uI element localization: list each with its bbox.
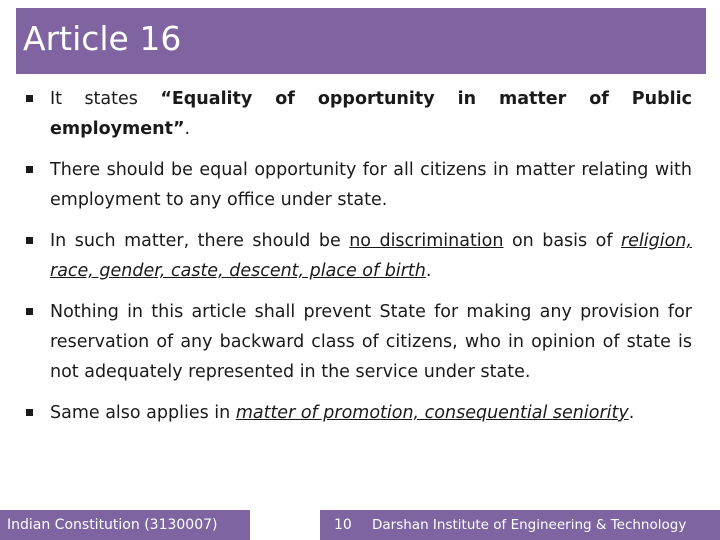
slide-title: Article 16 bbox=[23, 19, 182, 58]
bullet-4-text: Nothing in this article shall prevent State for making any provision for reservation of any backward class of citizens, who in opinion of state is not adequately represented in the service under state. bbox=[50, 302, 692, 382]
bullet-3-pre: In such matter, there should be bbox=[50, 231, 350, 251]
footer-course bbox=[0, 510, 250, 540]
bullet-5-post: . bbox=[628, 403, 635, 423]
bullet-3-underline: no discrimination bbox=[349, 231, 504, 251]
square-bullet-icon bbox=[26, 308, 33, 315]
footer-page-number bbox=[320, 510, 365, 540]
square-bullet-icon bbox=[26, 95, 33, 102]
bullet-item-1 bbox=[24, 84, 692, 144]
bullet-item-4 bbox=[24, 297, 692, 387]
bullet-2-text: There should be equal opportunity for all citizens in matter relating with employment to any office under state. bbox=[50, 160, 692, 210]
bullet-5-italic-underline: matter of promotion, consequential seniority bbox=[235, 403, 629, 423]
bullet-list bbox=[24, 84, 692, 439]
title-bar bbox=[16, 8, 706, 74]
footer-institute bbox=[365, 510, 720, 540]
footer-institute-label: Darshan Institute of Engineering & Technology bbox=[372, 517, 687, 533]
bullet-1-bold: “Equality of opportunity in matter of Public employment” bbox=[50, 89, 692, 139]
bullet-3-post: . bbox=[425, 261, 432, 281]
bullet-1-post: . bbox=[184, 119, 191, 139]
bullet-item-5 bbox=[24, 398, 692, 428]
bullet-item-3 bbox=[24, 226, 692, 286]
square-bullet-icon bbox=[26, 409, 33, 416]
footer-course-label: Indian Constitution (3130007) bbox=[7, 517, 218, 533]
bullet-3-italic-underline: religion, race, gender, caste, descent, place of birth bbox=[50, 231, 693, 281]
footer-page-label: 10 bbox=[334, 517, 352, 533]
bullet-item-2 bbox=[24, 155, 692, 215]
square-bullet-icon bbox=[26, 237, 33, 244]
bullet-5-pre: Same also applies in bbox=[50, 403, 236, 423]
bullet-1-pre: It states bbox=[50, 89, 161, 109]
square-bullet-icon bbox=[26, 166, 33, 173]
bullet-3-mid: on basis of bbox=[503, 231, 621, 251]
